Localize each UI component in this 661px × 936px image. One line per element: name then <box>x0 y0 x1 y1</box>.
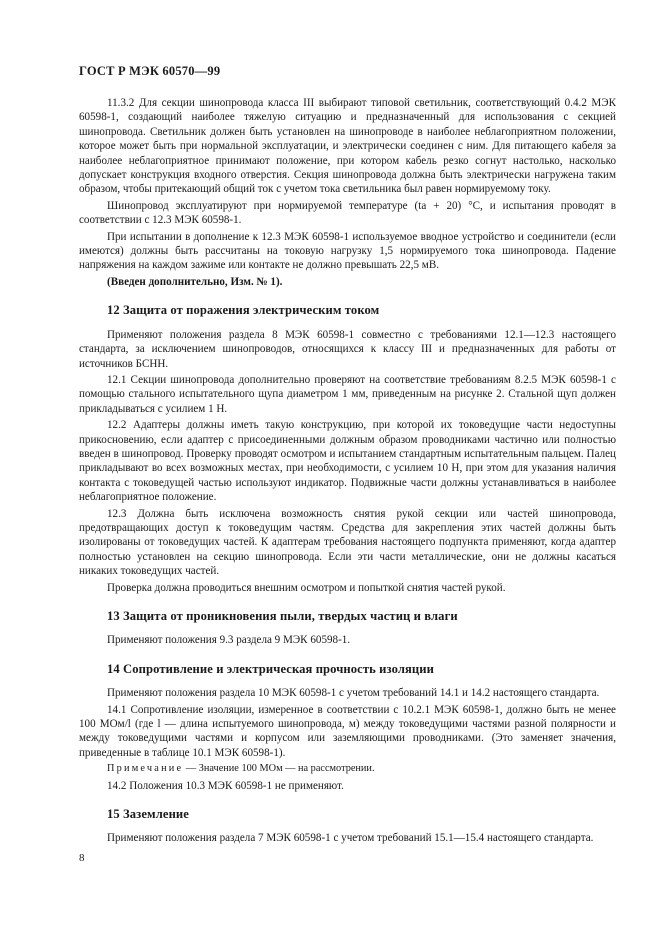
section-12-intro: Применяют положения раздела 8 МЭК 60598-1 совместно с требованиями 12.1—12.3 настоящего стандарта, за исключением шинопроводов, относящихся к классу III и предназначенных для работы от источников БСНН. <box>79 328 616 370</box>
paragraph-12-1: 12.1 Секции шинопровода дополнительно проверяют на соответствие требованиям 8.2.5 МЭК 60598-1 с помощью стального испытательного щупа диаметром 1 мм, приведенным на рисунке 2. Стальной щуп должен прикладываться с усилием 1 Н. <box>79 373 616 415</box>
paragraph-12-check: Проверка должна проводиться внешним осмотром и попыткой снятия частей рукой. <box>107 581 506 594</box>
paragraph-14-2: 14.2 Положения 10.3 МЭК 60598-1 не применяют. <box>107 779 344 792</box>
amendment-note: (Введен дополнительно, Изм. № 1). <box>107 275 283 288</box>
paragraph-voltage-drop: При испытании в дополнение к 12.3 МЭК 60598-1 используемое вводное устройство и соединители (если имеются) должны быть рассчитаны на токовую нагрузку 1,5 нормируемого тока шинопровода. Падение напряжения на каждом зажиме или контакте не должно превышать 22,5 мВ. <box>79 230 616 272</box>
paragraph-temperature: Шинопровод эксплуатируют при нормируемой температуре (tа + 20) °С, и испытания проводят в соответствии с 12.3 МЭК 60598-1. <box>79 199 616 227</box>
section-14-intro: Применяют положения раздела 10 МЭК 60598-1 с учетом требований 14.1 и 14.2 настоящего стандарта. <box>107 687 600 700</box>
section-15-text: Применяют положения раздела 7 МЭК 60598-1 с учетом требований 15.1—15.4 настоящего стандарта. <box>107 832 594 845</box>
section-15-heading: 15 Заземление <box>107 807 189 822</box>
section-13-heading: 13 Защита от проникновения пыли, твердых частиц и влаги <box>107 609 458 623</box>
section-13-text: Применяют положения 9.3 раздела 9 МЭК 60598-1. <box>107 634 351 647</box>
note <box>79 762 616 776</box>
paragraph-12-3: 12.3 Должна быть исключена возможность снятия рукой секции или частей шинопровода, предотвращающих доступ к токоведущим частям. Средства для закрепления этих частей должны быть изолированы от токоведущих частей. К адаптерам требования настоящего подпункта применяют, когда адаптер полностью установлен на секцию шинопровода. Если эти части металлические, они не должны касаться никаких токоведущих частей. <box>79 507 616 578</box>
section-12-heading: 12 Защита от поражения электрическим током <box>107 303 380 318</box>
paragraph-11-3-2: 11.3.2 Для секции шинопровода класса III выбирают типовой светильник, соответствующий 0.4.2 МЭК 60598-1, создающий наиболее тяжелую ситуацию и предназначенный для использования с секцией шинопровода. Светильник должен быть установлен на шинопроводе в наиболее неблагоприятном положении, которое может быть при нормальной эксплуатации, и электрически соединен с ним. Для питающего кабеля за наиболее неблагоприятное принимают положение, при котором кабель резко согнут настолько, насколько допускает конструкция входного отверстия. Секция шинопровода должна быть электрически нагружена таким образом, чтобы притекающий общий ток с учетом тока светильника был равен нормируемому току. <box>79 97 616 196</box>
section-14-heading: 14 Сопротивление и электрическая прочность изоляции <box>107 661 434 676</box>
document-body <box>79 96 616 846</box>
paragraph-14-1: 14.1 Сопротивление изоляции, измеренное в соответствии с 10.2.1 МЭК 60598-1, должно быть не менее 100 МОм/l (где l — длина испытуемого шинопровода, м) между токоведущими частями разной полярности и между токоведущими частями и корпусом или заземляющими проводниками. (Это заменяет значения, приведенные в таблице 10.1 МЭК 60598-1). <box>79 703 616 759</box>
page-number: 8 <box>79 852 85 864</box>
paragraph-12-2: 12.2 Адаптеры должны иметь такую конструкцию, при которой их токоведущие части недоступны прикосновению, если адаптер с присоединенными должным образом проводниками частично или полностью введен в шинопровод. Проверку проводят осмотром и испытанием стандартным испытательным пальцем. Палец прикладывают во всех возможных местах, при необходимости, с усилием 10 Н, при этом для указания наличия контакта с токоведущей частью используют индикатор. Подвижные части должны устанавливаться в наиболее неблагоприятное положение. <box>79 419 616 504</box>
note-label: Примечание <box>107 763 184 775</box>
note-text: — Значение 100 МОм — на рассмотрении. <box>185 763 375 775</box>
document-header: ГОСТ Р МЭК 60570—99 <box>79 64 221 78</box>
